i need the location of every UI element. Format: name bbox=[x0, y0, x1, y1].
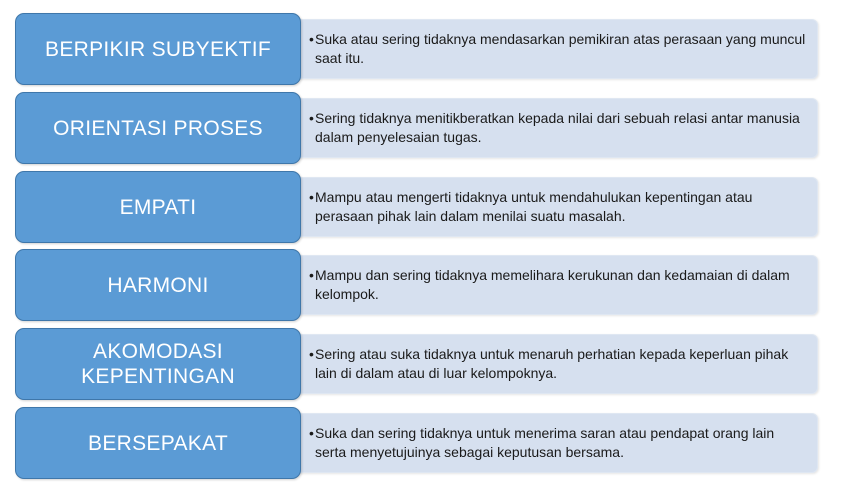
trait-row-empati bbox=[0, 171, 843, 243]
bullet-marker: • bbox=[309, 31, 314, 47]
trait-row-berpikir-subyektif bbox=[0, 13, 843, 85]
trait-label: ORIENTASI PROSES bbox=[53, 116, 263, 140]
trait-description-text: Sering tidaknya menitikberatkan kepada nilai dari sebuah relasi antar manusia dalam penyelesaian tugas. bbox=[315, 110, 800, 145]
trait-description-text: Suka dan sering tidaknya untuk menerima saran atau pendapat orang lain serta menyetujuinya sebagai keputusan bersama. bbox=[315, 425, 775, 460]
trait-description bbox=[309, 30, 807, 68]
trait-label: BERPIKIR SUBYEKTIF bbox=[45, 37, 271, 61]
trait-label: EMPATI bbox=[119, 195, 197, 219]
trait-description-box bbox=[290, 334, 818, 394]
trait-label: AKOMODASI KEPENTINGAN bbox=[81, 340, 235, 388]
trait-description-box bbox=[290, 19, 818, 79]
trait-label: HARMONI bbox=[107, 273, 209, 297]
trait-label-box bbox=[15, 171, 301, 243]
bullet-marker: • bbox=[309, 189, 314, 205]
trait-description-text: Mampu atau mengerti tidaknya untuk mendahulukan kepentingan atau perasaan pihak lain dalam menilai suatu masalah. bbox=[315, 189, 753, 224]
trait-description bbox=[309, 266, 807, 304]
trait-label-box bbox=[15, 92, 301, 164]
trait-row-harmoni bbox=[0, 249, 843, 321]
trait-description-box bbox=[290, 177, 818, 237]
trait-description bbox=[309, 188, 807, 226]
trait-description-text: Sering atau suka tidaknya untuk menaruh perhatian kepada keperluan pihak lain di dalam atau di luar kelompoknya. bbox=[315, 346, 789, 381]
trait-label-box bbox=[15, 328, 301, 400]
trait-description bbox=[309, 109, 807, 147]
trait-description-box bbox=[290, 255, 818, 315]
trait-label-box bbox=[15, 407, 301, 479]
trait-description bbox=[309, 424, 807, 462]
bullet-marker: • bbox=[309, 346, 314, 362]
trait-label-box bbox=[15, 249, 301, 321]
bullet-marker: • bbox=[309, 267, 314, 283]
trait-row-orientasi-proses bbox=[0, 92, 843, 164]
bullet-marker: • bbox=[309, 110, 314, 126]
trait-row-bersepakat bbox=[0, 407, 843, 479]
trait-description-text: Suka atau sering tidaknya mendasarkan pemikiran atas perasaan yang muncul saat itu. bbox=[315, 31, 806, 66]
bullet-marker: • bbox=[309, 425, 314, 441]
trait-description-box bbox=[290, 98, 818, 158]
trait-description-box bbox=[290, 413, 818, 473]
trait-label-box bbox=[15, 13, 301, 85]
trait-label: BERSEPAKAT bbox=[88, 431, 228, 455]
trait-description bbox=[309, 345, 807, 383]
trait-description-text: Mampu dan sering tidaknya memelihara kerukunan dan kedamaian di dalam kelompok. bbox=[315, 267, 790, 302]
trait-row-akomodasi-kepentingan bbox=[0, 328, 843, 400]
